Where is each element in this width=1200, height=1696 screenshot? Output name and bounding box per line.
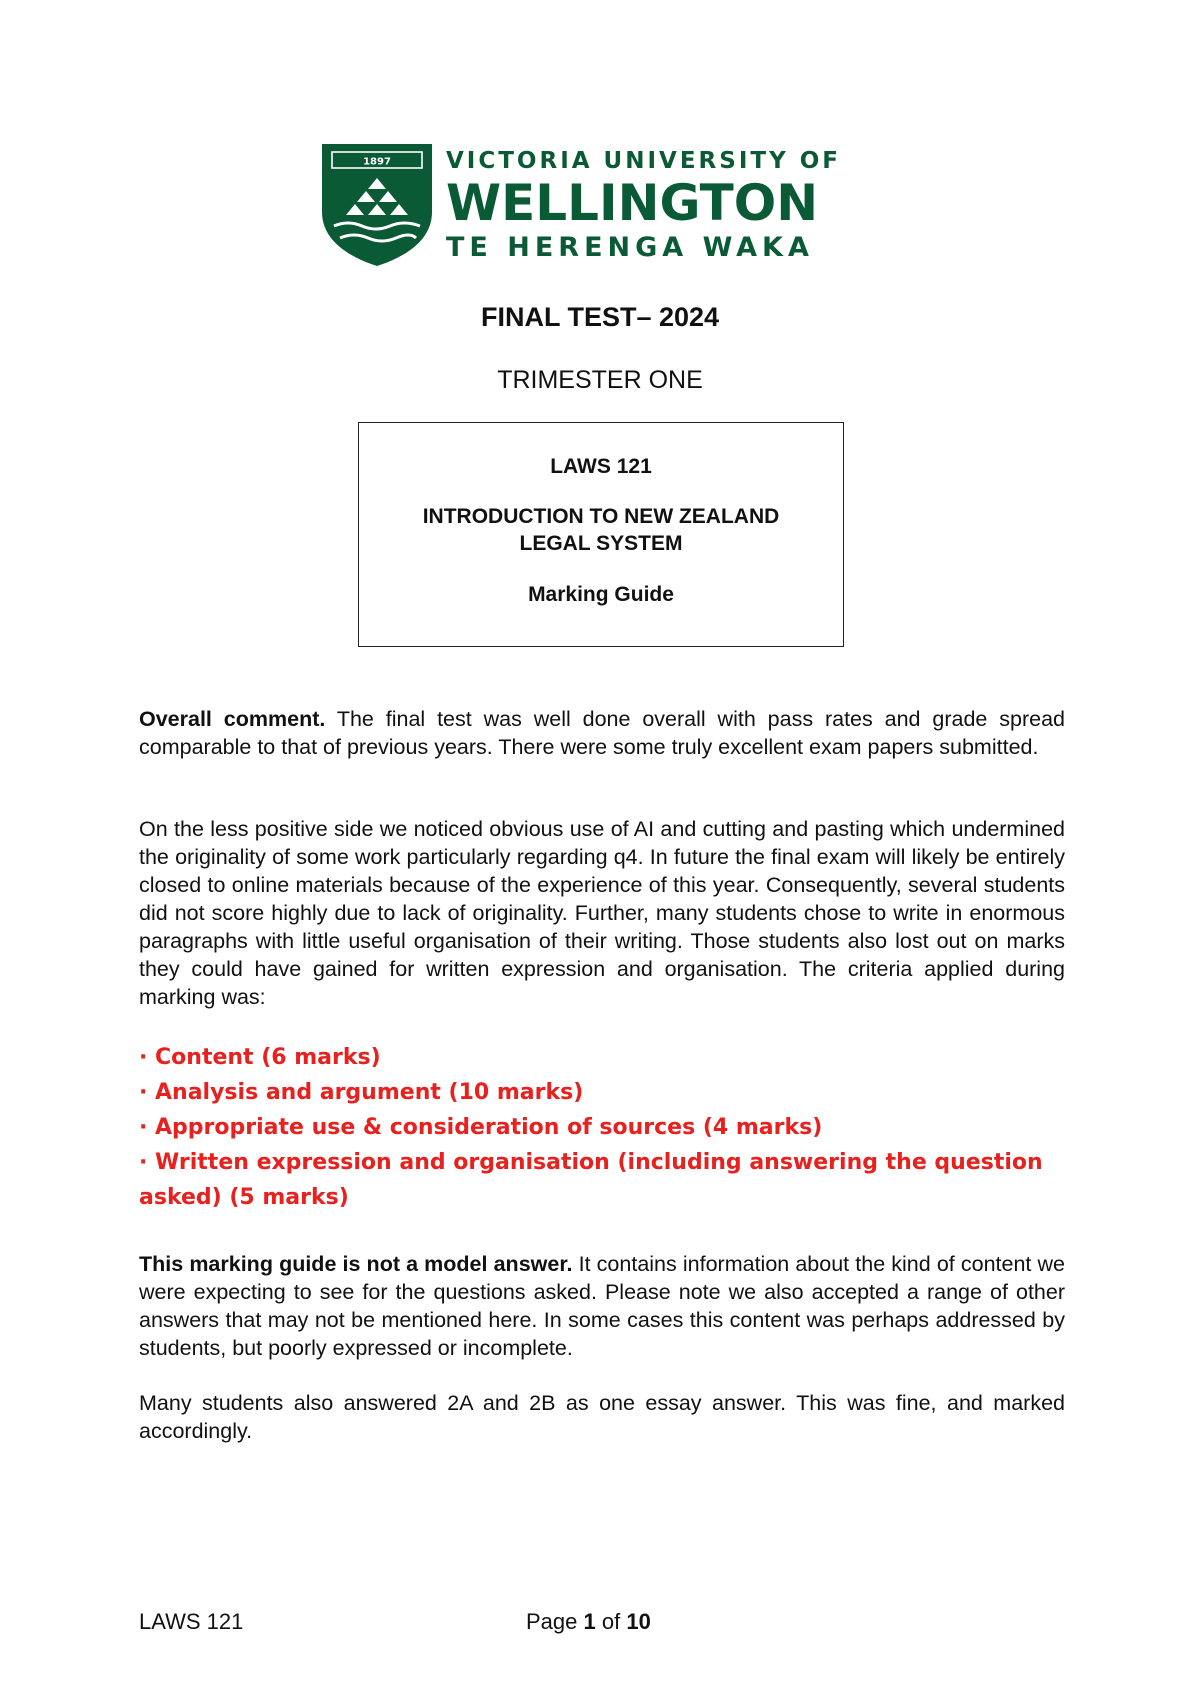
crest-year: 1897 [363, 156, 391, 168]
overall-comment-body: The final test was well done overall with pass rates and grade spread comparable to that of previous years. There were some truly excellent exam papers submitted. [139, 707, 1065, 759]
overall-comment-lead: Overall comment. [139, 707, 326, 731]
marking-guide-label: Marking Guide [528, 583, 674, 606]
footer-page-current: 1 [583, 1609, 596, 1634]
shield-crest-icon [318, 142, 436, 268]
footer-course-code: LAWS 121 [139, 1609, 244, 1634]
footer-page-total: 10 [626, 1609, 651, 1634]
trimester-heading: TRIMESTER ONE [497, 366, 703, 394]
criteria-item: · Appropriate use & consideration of sources (4 marks) [139, 1115, 823, 1140]
marking-criteria-list [139, 1040, 1079, 1215]
course-title-line2: LEGAL SYSTEM [519, 532, 683, 555]
wordmark [446, 146, 841, 263]
wordmark-line3: TE HERENGA WAKA [446, 232, 814, 263]
criteria-item: · Content (6 marks) [139, 1045, 381, 1070]
course-title [359, 503, 843, 557]
wordmark-line1: VICTORIA UNIVERSITY OF [446, 148, 841, 174]
not-model-answer-body: It contains information about the kind of content we were expecting to see for the questions asked. Please note we also accepted a range of other answers that may not be mentioned here. In some cases this content was perhaps addressed by students, but poorly expressed or incomplete. [139, 1252, 1065, 1360]
overall-comment-paragraph [139, 705, 1065, 761]
not-model-answer-paragraph [139, 1250, 1065, 1362]
course-title-line1: INTRODUCTION TO NEW ZEALAND [422, 505, 780, 528]
course-code: LAWS 121 [550, 455, 652, 478]
essay-answer-paragraph: Many students also answered 2A and 2B as one essay answer. This was fine, and marked accordingly. [139, 1391, 1065, 1443]
document-title: FINAL TEST– 2024 [480, 302, 720, 332]
wordmark-line2: WELLINGTON [446, 174, 819, 232]
criteria-item: · Written expression and organisation (including answering the question asked) (5 marks) [139, 1150, 1043, 1210]
footer-of-word: of [595, 1609, 627, 1634]
course-info-box [358, 422, 844, 647]
footer-page-word: Page [526, 1609, 584, 1634]
criteria-item: · Analysis and argument (10 marks) [139, 1080, 584, 1105]
originality-paragraph: On the less positive side we noticed obvious use of AI and cutting and pasting which undermined the originality of some work particularly regarding q4. In future the final exam will likely be entirely closed to online materials because of the experience of this year. Consequently, several students did not score highly due to lack of originality. Further, many students chose to write in enormous paragraphs with little useful organisation of their writing. Those students also lost out on marks they could have gained for written expression and organisation. The criteria applied during marking was: [139, 817, 1065, 1009]
footer-page-number [526, 1609, 651, 1635]
not-model-answer-lead: This marking guide is not a model answer. [139, 1252, 573, 1276]
university-logo [318, 142, 878, 268]
